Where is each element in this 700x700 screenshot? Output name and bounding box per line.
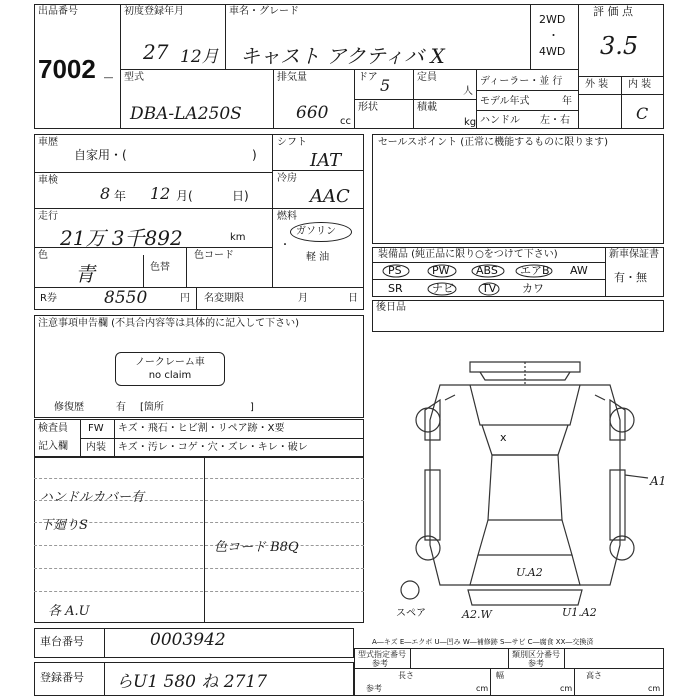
diagram-mark-a1: A1 [650,474,667,488]
spare-label: スペア [396,608,426,619]
mileage-label: 走行 [38,211,58,222]
interior-check-label: 内装 [86,442,106,453]
interior-label: 内 装 [628,79,652,90]
name-change-label: 名変期限 [204,293,244,304]
height-label: 高さ [586,671,602,680]
warranty-label: 新車保証書 [609,249,659,260]
color-code-label: 色コード [194,250,234,261]
recycle-value: 8550 [104,288,148,308]
later-items-label: 後日品 [376,302,406,313]
load-label: 積載 [417,102,437,113]
name-change-month: 月 [298,293,308,304]
no-claim-jp: ノークレーム車 [135,357,205,368]
class-code-label: 類別区分番号 [512,650,560,659]
diagram-mark-x: x [500,431,507,444]
fw-label: FW [88,423,104,434]
name-change-day: 日 [348,293,358,304]
score-value: 3.5 [600,32,639,60]
load-unit: kg [464,117,477,128]
fuel-label: 燃料 [277,211,297,222]
width-unit: cm [560,684,573,693]
equipment-ps: PS [388,264,402,277]
drive-dot: ・ [548,29,559,42]
warranty-value: 有・無 [614,271,647,284]
class-code-ref: 参考 [528,659,544,668]
displacement-unit: cc [340,116,351,127]
lot-number: 7002 [38,54,96,84]
door-label: ドア [358,72,378,83]
recycle-label: R券 [40,293,57,304]
note-each-au: 各 A.U [48,604,90,619]
model-year-label: モデル年式 [480,96,530,107]
fuel-diesel: 軽 油 [306,252,330,263]
model-code-label: 型式指定番号 [358,650,406,659]
equipment-sr: SR [388,282,403,295]
shift-label: シフト [277,137,307,148]
first-registration-label: 初度登録年月 [124,6,184,17]
equipment-leather: カワ [522,282,544,295]
interior-items: キズ・汚レ・コゲ・穴・ズレ・キレ・破レ [118,442,308,453]
inspection-year-unit: 年 [114,189,127,203]
plate-value: らU1 580 ね 2717 [116,672,268,692]
repair-bracket: [箇所 [140,402,164,413]
displacement-label: 排気量 [277,72,307,83]
repair-close: ] [250,402,254,413]
drive-4wd: 4WD [539,45,566,58]
fuel-dot: ・ [280,240,290,251]
mileage-unit: km [230,232,246,243]
later-items-frame [372,300,664,332]
inspection-month-unit: 月( [176,189,193,203]
dealer-label: ディーラー・並 行 [480,76,563,87]
lot-number-label: 出品番号 [38,6,78,17]
interior-grade: C [636,104,649,123]
inspection-year: 8 [100,184,111,203]
handle-label: ハンドル [480,115,520,126]
name-grade-value: キャスト アクティバ X [240,44,445,68]
type-label: 型式 [124,72,144,83]
handle-value: 左・右 [540,115,570,126]
equipment-airbag: エアB [520,264,550,277]
aircon-label: 冷房 [277,173,297,184]
length-unit: cm [476,684,489,693]
plate-label: 登録番号 [40,671,84,684]
history-paren: ) [252,148,257,162]
note-underbody: 下廻りS [40,518,88,533]
inspection-day: 日) [232,189,249,203]
length-label: 長さ [398,671,414,680]
chassis-label: 車台番号 [40,635,84,648]
color-value: 青 [75,262,95,286]
mileage-value: 21万 3千892 [60,226,183,250]
color-label: 色 [38,250,48,261]
sales-point-frame [372,134,664,244]
no-claim-en: no claim [148,370,192,381]
diagram-mark-u-a2: U.A2 [516,566,543,579]
color-change-label: 色替 [150,262,170,273]
width-label: 幅 [496,671,504,680]
door-value: 5 [380,76,391,95]
repair-label: 修復歴 [54,402,84,413]
recycle-unit: 円 [180,293,190,304]
equipment-navi: ナビ [432,282,454,295]
sales-point-label: セールスポイント (正常に機能するものに限ります) [378,137,609,148]
inspection-label: 車検 [38,175,58,186]
repair-value: 有 [116,402,126,413]
name-grade-label: 車名・グレード [229,6,299,17]
model-code-ref: 参考 [372,659,388,668]
displacement-value: 660 [296,103,329,123]
notes-label: 注意事項申告欄 (不具合内容等は具体的に記入して下さい) [38,318,299,329]
equipment-aw: AW [570,264,588,277]
chassis-value: 0003942 [150,630,226,650]
entry-label: 記入欄 [38,441,68,452]
first-registration-month: 12月 [180,47,219,67]
inspection-month: 12 [150,184,171,203]
equipment-pw: PW [432,264,450,277]
diagram-mark-a2-w: A2.W [462,608,492,621]
damage-legend: A―キズ E―エクボ U―凹み W―補修跡 S―サビ C―腐食 XX―交換済 [372,638,594,646]
equipment-tv: TV [482,282,497,295]
capacity-unit: 人 [463,86,473,97]
exterior-label: 外 装 [585,79,609,90]
inspector-label: 検査員 [38,423,68,434]
length-ref: 参考 [366,684,382,693]
history-value: 自家用・( [74,148,127,162]
height-unit: cm [648,684,661,693]
fw-items: キズ・飛石・ヒビ割・リペア跡・X要 [118,423,285,434]
type-value: DBA-LA250S [130,104,242,124]
note-handle-cover: ハンドルカバー有 [40,490,145,505]
score-label: 評 価 点 [593,5,633,18]
no-claim-stamp [115,352,225,386]
diagram-mark-u1-a2: U1.A2 [562,606,597,619]
model-year-unit: 年 [562,96,572,107]
drive-2wd: 2WD [539,13,566,26]
note-color-code: 色コード B8Q [214,540,299,555]
shape-label: 形状 [358,102,378,113]
equipment-label: 装備品 (純正品に限り○をつけて下さい) [378,249,558,260]
capacity-label: 定員 [417,72,437,83]
handwritten-frame [34,457,364,623]
history-label: 車歴 [38,137,58,148]
first-registration-year: 27 [143,40,169,64]
equipment-abs: ABS [476,264,498,277]
aircon-value: AAC [310,186,350,207]
fuel-gasoline: ガソリン [296,226,336,237]
shift-value: IAT [310,150,342,171]
